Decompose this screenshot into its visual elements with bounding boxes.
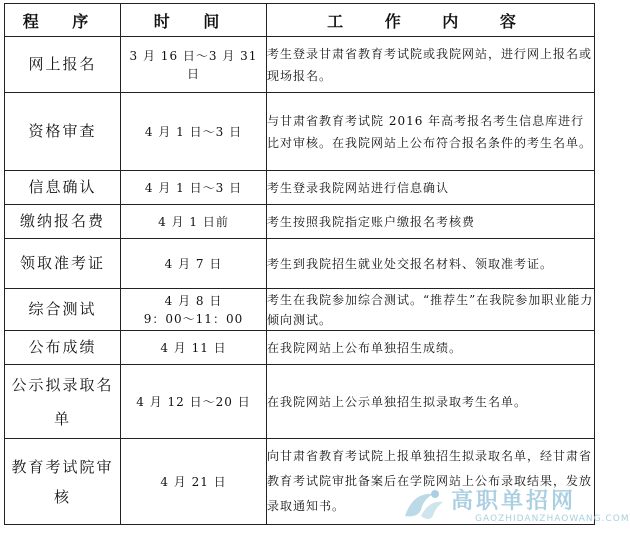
row-content: 考生按照我院指定账户缴报名考核费 <box>267 205 595 239</box>
row-content: 在我院网站上公示单独招生拟录取考生名单。 <box>267 365 595 439</box>
row-time: 3 月 16 日～3 月 31 日 <box>121 37 267 93</box>
table-row <box>5 239 595 289</box>
table-row <box>5 171 595 205</box>
watermark-url: GAOZHIDANZHAOWANG.COM <box>475 514 630 524</box>
row-content: 在我院网站上公布单独招生成绩。 <box>267 331 595 365</box>
row-content: 与甘肃省教育考试院 2016 年高考报名考生信息库进行比对审核。在我院网站上公布符合报名条件的考生名单。 <box>267 93 595 171</box>
table-row <box>5 37 595 93</box>
table-row <box>5 205 595 239</box>
header-content: 工 作 内 容 <box>267 4 595 37</box>
row-time: 4 月 21 日 <box>121 439 267 525</box>
table-row <box>5 439 595 525</box>
row-time <box>121 289 267 331</box>
row-time-hours: 9：00～11：00 <box>143 311 244 326</box>
table-header-row <box>5 4 595 37</box>
row-program: 公示拟录取名单 <box>5 365 121 439</box>
row-content: 向甘肃省教育考试院上报单独招生拟录取名单，经甘肃省教育考试院审批备案后在学院网站上公布录取结果，发放录取通知书。 <box>267 439 595 525</box>
table-row <box>5 365 595 439</box>
table-row <box>5 93 595 171</box>
row-program: 网上报名 <box>5 37 121 93</box>
row-time: 4 月 7 日 <box>121 239 267 289</box>
row-time: 4 月 11 日 <box>121 331 267 365</box>
row-content: 考生登录甘肃省教育考试院或我院网站，进行网上报名或现场报名。 <box>267 37 595 93</box>
row-program: 公布成绩 <box>5 331 121 365</box>
schedule-sheet <box>4 3 594 525</box>
row-program: 缴纳报名费 <box>5 205 121 239</box>
row-time: 4 月 1 日～3 日 <box>121 93 267 171</box>
header-program: 程 序 <box>5 4 121 37</box>
row-program: 信息确认 <box>5 171 121 205</box>
row-time: 4 月 12 日～20 日 <box>121 365 267 439</box>
row-content: 考生到我院招生就业处交报名材料、领取准考证。 <box>267 239 595 289</box>
watermark-text: 高职单招网 <box>451 489 577 514</box>
table-row <box>5 289 595 331</box>
row-content: 考生在我院参加综合测试。“推荐生”在我院参加职业能力倾向测试。 <box>267 289 595 331</box>
schedule-table <box>4 3 595 525</box>
header-time: 时 间 <box>121 4 267 37</box>
row-time: 4 月 1 日～3 日 <box>121 171 267 205</box>
row-program: 综合测试 <box>5 289 121 331</box>
table-row <box>5 331 595 365</box>
row-time-date: 4 月 8 日 <box>164 293 223 308</box>
row-program: 教育考试院审核 <box>5 439 121 525</box>
row-program: 领取准考证 <box>5 239 121 289</box>
row-program: 资格审查 <box>5 93 121 171</box>
row-time: 4 月 1 日前 <box>121 205 267 239</box>
row-content: 考生登录我院网站进行信息确认 <box>267 171 595 205</box>
